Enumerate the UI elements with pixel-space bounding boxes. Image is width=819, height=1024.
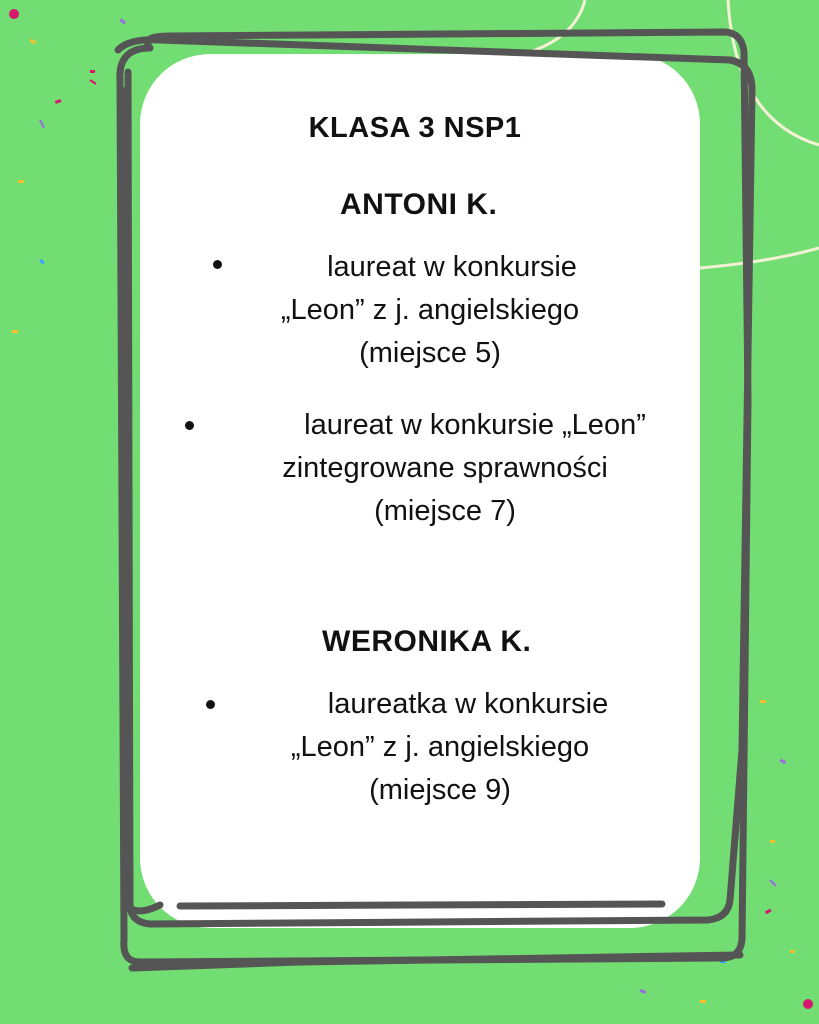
achievement-line: „Leon” z j. angielskiego (280, 294, 580, 326)
achievement-line: „Leon” z j. angielskiego (290, 731, 590, 763)
achievement-item (205, 404, 685, 533)
student-name-antoni: ANTONI K. (340, 188, 498, 221)
class-title: KLASA 3 NSP1 (308, 112, 522, 144)
achievement-line: laureatka w konkursie (327, 688, 609, 720)
achievement-line: laureat w konkursie (327, 251, 577, 283)
achievement-line: laureat w konkursie „Leon” (304, 409, 646, 441)
bullet-icon (206, 700, 215, 709)
bullet-icon (185, 421, 194, 430)
achievement-item (230, 683, 650, 812)
achievement-line: (miejsce 9) (369, 774, 511, 806)
bullet-icon (213, 260, 222, 269)
student-name-weronika: WERONIKA K. (322, 625, 532, 658)
achievement-line: zintegrowane sprawności (282, 452, 608, 484)
achievement-line: (miejsce 5) (359, 337, 501, 369)
achievement-item (230, 246, 630, 375)
achievement-line: (miejsce 7) (374, 495, 516, 527)
